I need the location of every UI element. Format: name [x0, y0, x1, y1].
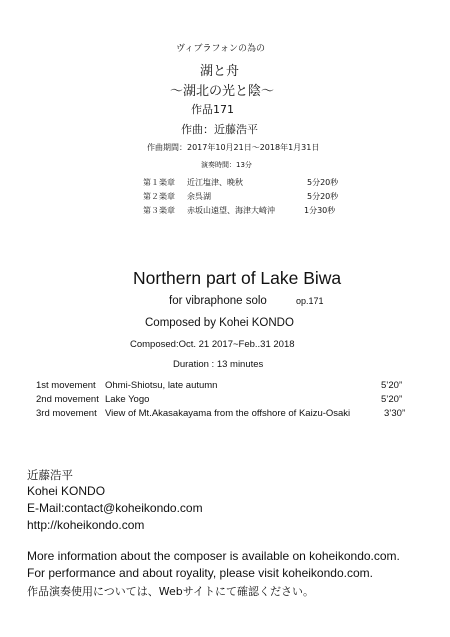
movement-title: 余呉湖 — [187, 192, 211, 201]
japanese-composer: 作曲：近藤浩平 — [181, 123, 258, 136]
note-composer-info: More information about the composer is available on koheikondo.com. — [27, 549, 400, 563]
movement-title: View of Mt.Akasakayama from the offshore of Kaizu-Osaki — [105, 408, 351, 419]
movement-number: 第２楽章 — [143, 192, 175, 201]
english-title: Northern part of Lake Biwa — [133, 268, 342, 288]
japanese-duration: 演奏時間：13分 — [201, 161, 252, 169]
note-usage-japanese: 作品演奏使用については、Webサイトにて確認ください。 — [27, 585, 314, 598]
english-composer: Composed by Kohei KONDO — [145, 317, 294, 329]
japanese-subtitle: ～湖北の光と陰～ — [170, 84, 275, 99]
movement-number: 1st movement — [36, 380, 96, 391]
movement-time: 3’30” — [384, 408, 406, 419]
movement-title: Lake Yogo — [105, 394, 150, 405]
japanese-title: 湖と舟 — [200, 64, 240, 79]
movement-title: Ohmi-Shiotsu, late autumn — [105, 380, 218, 391]
movement-time: 5分20秒 — [307, 178, 339, 187]
contact-website-link[interactable]: http://koheikondo.com — [27, 518, 145, 532]
dedication: ヴィブラフォンの為の — [176, 44, 266, 54]
movement-number: 第３楽章 — [143, 206, 175, 215]
movement-title: 近江塩津、晩秋 — [187, 178, 243, 187]
english-composed-date: Composed:Oct. 21 2017~Feb..31 2018 — [130, 339, 295, 350]
movement-number: 3rd movement — [36, 408, 97, 419]
english-subtitle: for vibraphone solo — [169, 295, 267, 307]
contact-name-japanese: 近藤浩平 — [27, 468, 73, 482]
contact-name: Kohei KONDO — [27, 484, 106, 498]
movement-title: 赤坂山遠望、海津大崎沖 — [187, 206, 275, 215]
english-duration: Duration : 13 minutes — [173, 359, 264, 370]
movement-number: 2nd movement — [36, 394, 99, 405]
movement-time: 5分20秒 — [307, 192, 339, 201]
movement-number: 第１楽章 — [143, 178, 175, 187]
note-performance-royalty: For performance and about royality, please visit koheikondo.com. — [27, 566, 373, 580]
english-opus: op.171 — [296, 296, 324, 306]
contact-email-link[interactable]: E-Mail:contact@koheikondo.com — [27, 501, 203, 515]
movement-time: 1分30秒 — [304, 206, 336, 215]
japanese-composition-period: 作曲期間：2017年10月21日～2018年1月31日 — [147, 143, 320, 152]
movement-time: 5’20” — [381, 394, 403, 405]
japanese-opus: 作品171 — [191, 103, 234, 116]
movement-time: 5’20” — [381, 380, 403, 391]
